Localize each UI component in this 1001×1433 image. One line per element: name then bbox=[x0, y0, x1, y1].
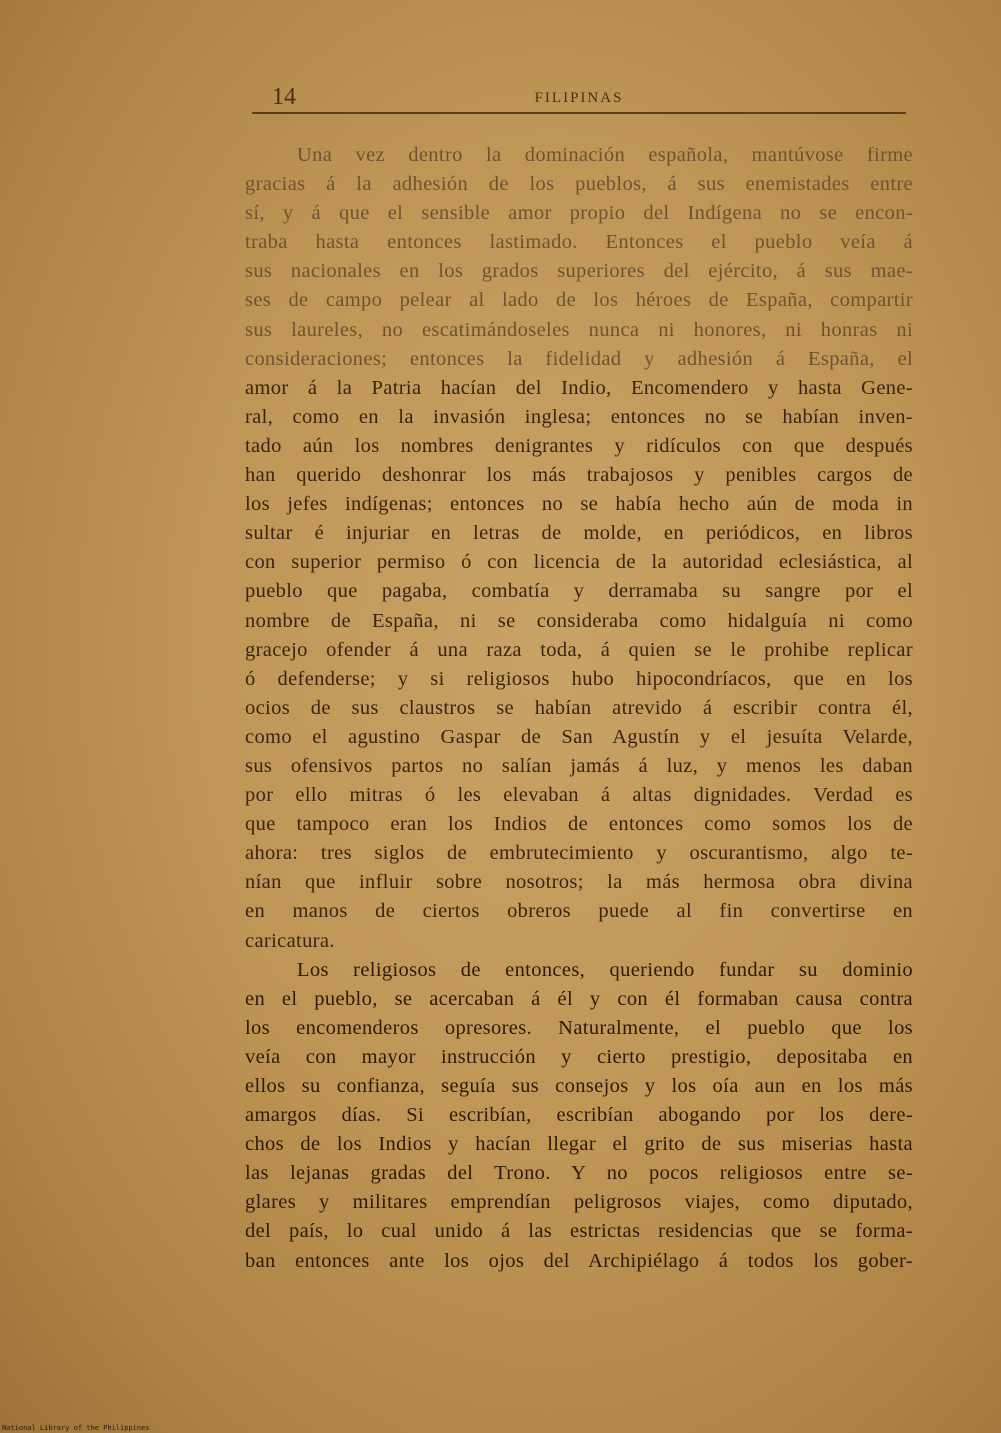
text-line: ocios de sus claustros se habían atrevido á escribir contra él, bbox=[245, 696, 913, 719]
text-line: ahora: tres siglos de embrutecimiento y oscurantismo, algo te- bbox=[245, 842, 913, 865]
text-line: los encomenderos opresores. Naturalmente, el pueblo que los bbox=[245, 1016, 913, 1039]
library-credit: National Library of the Philippines bbox=[2, 1424, 150, 1432]
running-head bbox=[252, 84, 906, 116]
header-rule bbox=[252, 112, 906, 114]
text-line: las lejanas gradas del Trono. Y no pocos religiosos entre se- bbox=[245, 1162, 913, 1185]
text-line: ó defenderse; y si religiosos hubo hipocondríacos, que en los bbox=[245, 667, 913, 690]
text-line: consideraciones; entonces la fidelidad y adhesión á España, el bbox=[245, 347, 913, 370]
text-line: sultar é injuriar en letras de molde, en periódicos, en libros bbox=[245, 522, 913, 545]
text-line: gracejo ofender á una raza toda, á quien se le prohibe replicar bbox=[245, 638, 913, 661]
text-line: Una vez dentro la dominación española, mantúvose firme bbox=[297, 144, 913, 166]
text-line: ban entonces ante los ojos del Archipiélago á todos los gober- bbox=[245, 1249, 913, 1272]
text-line: ses de campo pelear al lado de los héroes de España, compartir bbox=[245, 289, 913, 312]
page-number: 14 bbox=[272, 84, 296, 110]
running-title: FILIPINAS bbox=[534, 90, 624, 106]
text-line: ral, como en la invasión inglesa; entonces no se habían inven- bbox=[245, 405, 913, 428]
text-line: caricatura. bbox=[245, 929, 335, 952]
text-line: sus laureles, no escatimándoseles nunca ni honores, ni honras ni bbox=[245, 318, 913, 341]
text-line: veía con mayor instrucción y cierto prestigio, depositaba en bbox=[245, 1045, 913, 1068]
text-line: nían que influir sobre nosotros; la más hermosa obra divina bbox=[245, 871, 913, 894]
text-line: traba hasta entonces lastimado. Entonces el pueblo veía á bbox=[245, 231, 913, 254]
text-line: por ello mitras ó les elevaban á altas dignidades. Verdad es bbox=[245, 784, 913, 807]
text-line: nombre de España, ni se consideraba como hidalguía ni como bbox=[245, 609, 913, 632]
text-line: pueblo que pagaba, combatía y derramaba su sangre por el bbox=[245, 580, 913, 603]
text-line: glares y militares emprendían peligrosos viajes, como diputado, bbox=[245, 1191, 913, 1214]
text-line: sí, y á que el sensible amor propio del Indígena no se encon- bbox=[245, 202, 913, 225]
text-line: en el pueblo, se acercaban á él y con él formaban causa contra bbox=[245, 987, 913, 1010]
text-line: chos de los Indios y hacían llegar el grito de sus miserias hasta bbox=[245, 1133, 913, 1156]
text-line: sus ofensivos partos no salían jamás á luz, y menos les daban bbox=[245, 754, 913, 777]
text-line: que tampoco eran los Indios de entonces como somos los de bbox=[245, 813, 913, 836]
text-line: con superior permiso ó con licencia de la autoridad eclesiástica, al bbox=[245, 551, 913, 574]
text-line: amargos días. Si escribían, escribían abogando por los dere- bbox=[245, 1104, 913, 1127]
text-line: Los religiosos de entonces, queriendo fundar su dominio bbox=[297, 958, 913, 981]
text-line: han querido deshonrar los más trabajosos y penibles cargos de bbox=[245, 464, 913, 487]
text-line: como el agustino Gaspar de San Agustín y el jesuíta Velarde, bbox=[245, 725, 913, 748]
text-line: del país, lo cual unido á las estrictas residencias que se forma- bbox=[245, 1220, 913, 1243]
text-line: gracias á la adhesión de los pueblos, á sus enemistades entre bbox=[245, 173, 913, 196]
text-line: sus nacionales en los grados superiores del ejército, á sus mae- bbox=[245, 260, 913, 283]
text-line: en manos de ciertos obreros puede al fin convertirse en bbox=[245, 900, 913, 923]
body-text bbox=[245, 141, 913, 1276]
text-line: ellos su confianza, seguía sus consejos y los oía aun en los más bbox=[245, 1075, 913, 1097]
text-line: tado aún los nombres denigrantes y ridículos con que después bbox=[245, 434, 913, 457]
text-line: amor á la Patria hacían del Indio, Encomendero y hasta Gene- bbox=[245, 376, 913, 399]
text-line: los jefes indígenas; entonces no se había hecho aún de moda in bbox=[245, 493, 913, 516]
